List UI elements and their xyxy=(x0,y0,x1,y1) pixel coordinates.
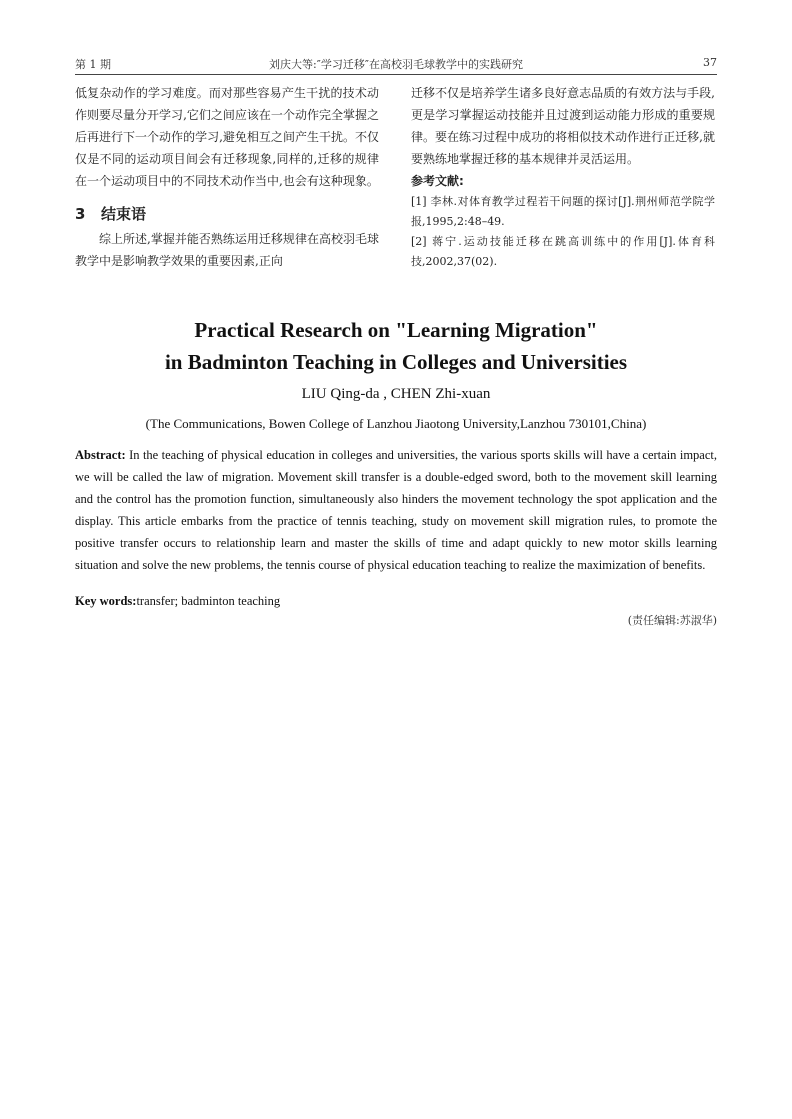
reference-item-1: [1] 李林.对体育教学过程若干问题的探讨[J].荆州师范学院学报,1995,2:48–49. xyxy=(411,195,715,228)
abstract-label: Abstract: xyxy=(75,448,126,462)
section-title: 结束语 xyxy=(101,205,147,223)
keywords-label: Key words: xyxy=(75,594,137,608)
running-head xyxy=(75,56,717,74)
running-title: 刘庆大等:″学习迁移″在高校羽毛球教学中的实践研究 xyxy=(269,58,523,71)
section-heading xyxy=(75,202,379,226)
references-title: 参考文献: xyxy=(411,174,464,188)
keywords-text: transfer; badminton teaching xyxy=(136,594,281,608)
english-title-line-2: in Badminton Teaching in Colleges and Universities xyxy=(164,350,628,374)
english-abstract xyxy=(75,444,717,576)
section-number: 3 xyxy=(75,205,86,223)
reference-item-2: [2] 蒋宁.运动技能迁移在跳高训练中的作用[J].体育科技,2002,37(02). xyxy=(411,235,715,268)
right-column xyxy=(411,82,715,272)
editor-note: (责任编辑:苏淑华) xyxy=(627,614,717,627)
left-column xyxy=(75,82,379,272)
header-rule xyxy=(75,74,717,75)
english-title-line-1: Practical Research on "Learning Migration" xyxy=(194,318,598,342)
right-paragraph-1: 迁移不仅是培养学生诸多良好意志品质的有效方法与手段,更是学习掌握运动技能并且过渡到运动能力形成的重要规律。要在练习过程中成功的将相似技术动作进行正迁移,就要熟练地掌握迁移的基本规律并灵活运用。 xyxy=(411,86,715,166)
abstract-text: In the teaching of physical education in colleges and universities, the various sports skills will have a certain impact, we will be called the law of migration. Movement skill transfer is a double-edged sword, both to the movement skill learning and the control has the promotion function, simultaneously also hinders the movement technology the spot application and the display. This article embarks from the practice of tennis teaching, study on movement skill migration rules, to promote the positive transfer occurs to relationship learn and master the skills of time and adapt quickly to new motor skills learning situation and solve the new problems, the tennis course of physical education teaching to realize the maximization of benefits. xyxy=(75,448,717,572)
english-affiliation: (The Communications, Bowen College of Lanzhou Jiaotong University,Lanzhou 730101,China) xyxy=(145,416,647,431)
issue-label: 第 1 期 xyxy=(75,58,111,71)
english-authors: LIU Qing-da , CHEN Zhi-xuan xyxy=(301,386,491,402)
english-keywords xyxy=(75,590,717,612)
page-number: 37 xyxy=(703,56,717,69)
left-paragraph-1: 低复杂动作的学习难度。而对那些容易产生干扰的技术动作则要尽量分开学习,它们之间应该在一个动作完全掌握之后再进行下一个动作的学习,避免相互之间产生干扰。不仅仅是不同的运动项目间会有迁移现象,同样的,迁移的规律在一个运动项目中的不同技术动作当中,也会有这种现象。 xyxy=(75,86,379,188)
left-paragraph-2: 综上所述,掌握并能否熟练运用迁移规律在高校羽毛球教学中是影响教学效果的重要因素,正向 xyxy=(75,232,379,268)
